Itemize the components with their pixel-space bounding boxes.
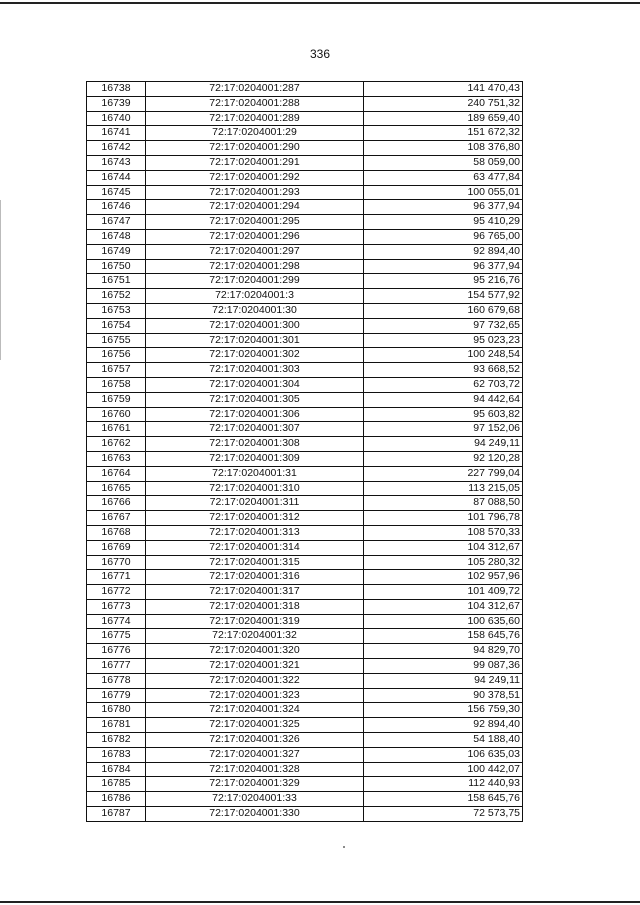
cadastral-value-cell: 87 088,50 xyxy=(364,496,523,511)
cadastral-number-cell: 72:17:0204001:306 xyxy=(146,407,364,422)
cadastral-number-cell: 72:17:0204001:295 xyxy=(146,215,364,230)
cadastral-number-cell: 72:17:0204001:325 xyxy=(146,718,364,733)
row-number-cell: 16763 xyxy=(87,451,146,466)
cadastral-number-cell: 72:17:0204001:312 xyxy=(146,511,364,526)
cadastral-value-cell: 94 442,64 xyxy=(364,392,523,407)
row-number-cell: 16759 xyxy=(87,392,146,407)
scan-edge-shadow xyxy=(0,200,1,360)
table-row xyxy=(87,540,523,555)
cadastral-number-cell: 72:17:0204001:293 xyxy=(146,185,364,200)
cadastral-value-cell: 97 732,65 xyxy=(364,318,523,333)
cadastral-number-cell: 72:17:0204001:296 xyxy=(146,229,364,244)
cadastral-value-cell: 94 249,11 xyxy=(364,673,523,688)
row-number-cell: 16785 xyxy=(87,777,146,792)
table-row xyxy=(87,229,523,244)
cadastral-number-cell: 72:17:0204001:310 xyxy=(146,481,364,496)
row-number-cell: 16782 xyxy=(87,733,146,748)
cadastral-value-cell: 104 312,67 xyxy=(364,599,523,614)
table-row xyxy=(87,614,523,629)
table-row xyxy=(87,377,523,392)
cadastral-number-cell: 72:17:0204001:318 xyxy=(146,599,364,614)
table-row xyxy=(87,599,523,614)
row-number-cell: 16746 xyxy=(87,200,146,215)
row-number-cell: 16738 xyxy=(87,82,146,97)
table-row xyxy=(87,318,523,333)
table-row xyxy=(87,511,523,526)
table-row xyxy=(87,733,523,748)
row-number-cell: 16757 xyxy=(87,363,146,378)
cadastral-number-cell: 72:17:0204001:326 xyxy=(146,733,364,748)
cadastral-value-cell: 158 645,76 xyxy=(364,792,523,807)
cadastral-number-cell: 72:17:0204001:294 xyxy=(146,200,364,215)
table-row xyxy=(87,363,523,378)
cadastral-value-cell: 94 249,11 xyxy=(364,437,523,452)
row-number-cell: 16774 xyxy=(87,614,146,629)
cadastral-value-cell: 94 829,70 xyxy=(364,644,523,659)
row-number-cell: 16787 xyxy=(87,807,146,822)
cadastral-value-cell: 97 152,06 xyxy=(364,422,523,437)
cadastral-number-cell: 72:17:0204001:288 xyxy=(146,96,364,111)
row-number-cell: 16781 xyxy=(87,718,146,733)
cadastral-value-cell: 95 216,76 xyxy=(364,274,523,289)
row-number-cell: 16784 xyxy=(87,762,146,777)
cadastral-number-cell: 72:17:0204001:324 xyxy=(146,703,364,718)
row-number-cell: 16740 xyxy=(87,111,146,126)
table-row xyxy=(87,466,523,481)
cadastral-number-cell: 72:17:0204001:314 xyxy=(146,540,364,555)
table-row xyxy=(87,348,523,363)
cadastral-number-cell: 72:17:0204001:307 xyxy=(146,422,364,437)
row-number-cell: 16772 xyxy=(87,585,146,600)
cadastral-value-cell: 63 477,84 xyxy=(364,170,523,185)
cadastral-number-cell: 72:17:0204001:327 xyxy=(146,747,364,762)
row-number-cell: 16745 xyxy=(87,185,146,200)
row-number-cell: 16775 xyxy=(87,629,146,644)
cadastral-value-cell: 112 440,93 xyxy=(364,777,523,792)
table-row xyxy=(87,762,523,777)
cadastral-number-cell: 72:17:0204001:315 xyxy=(146,555,364,570)
row-number-cell: 16783 xyxy=(87,747,146,762)
row-number-cell: 16742 xyxy=(87,141,146,156)
table-row xyxy=(87,703,523,718)
row-number-cell: 16741 xyxy=(87,126,146,141)
cadastral-number-cell: 72:17:0204001:33 xyxy=(146,792,364,807)
row-number-cell: 16780 xyxy=(87,703,146,718)
table-row xyxy=(87,644,523,659)
row-number-cell: 16749 xyxy=(87,244,146,259)
table-row xyxy=(87,437,523,452)
table-row xyxy=(87,215,523,230)
cadastral-value-cell: 227 799,04 xyxy=(364,466,523,481)
cadastral-number-cell: 72:17:0204001:298 xyxy=(146,259,364,274)
cadastral-value-cell: 151 672,32 xyxy=(364,126,523,141)
cadastral-value-cell: 100 248,54 xyxy=(364,348,523,363)
row-number-cell: 16765 xyxy=(87,481,146,496)
cadastral-value-cell: 62 703,72 xyxy=(364,377,523,392)
cadastral-number-cell: 72:17:0204001:321 xyxy=(146,659,364,674)
table-row xyxy=(87,82,523,97)
cadastral-value-cell: 105 280,32 xyxy=(364,555,523,570)
cadastral-value-cell: 100 442,07 xyxy=(364,762,523,777)
cadastral-number-cell: 72:17:0204001:323 xyxy=(146,688,364,703)
table-row xyxy=(87,111,523,126)
cadastral-number-cell: 72:17:0204001:328 xyxy=(146,762,364,777)
cadastral-number-cell: 72:17:0204001:309 xyxy=(146,451,364,466)
cadastral-number-cell: 72:17:0204001:32 xyxy=(146,629,364,644)
table-row xyxy=(87,259,523,274)
table-row xyxy=(87,570,523,585)
row-number-cell: 16762 xyxy=(87,437,146,452)
table-row xyxy=(87,777,523,792)
table-row xyxy=(87,333,523,348)
cadastral-value-cell: 99 087,36 xyxy=(364,659,523,674)
row-number-cell: 16778 xyxy=(87,673,146,688)
top-border-rule xyxy=(0,2,640,4)
table-row xyxy=(87,392,523,407)
cadastral-number-cell: 72:17:0204001:300 xyxy=(146,318,364,333)
row-number-cell: 16750 xyxy=(87,259,146,274)
cadastral-value-cell: 92 120,28 xyxy=(364,451,523,466)
row-number-cell: 16768 xyxy=(87,525,146,540)
row-number-cell: 16747 xyxy=(87,215,146,230)
row-number-cell: 16756 xyxy=(87,348,146,363)
cadastral-number-cell: 72:17:0204001:304 xyxy=(146,377,364,392)
table-row xyxy=(87,422,523,437)
cadastral-number-cell: 72:17:0204001:297 xyxy=(146,244,364,259)
row-number-cell: 16770 xyxy=(87,555,146,570)
table-row xyxy=(87,407,523,422)
cadastral-number-cell: 72:17:0204001:29 xyxy=(146,126,364,141)
table-row xyxy=(87,659,523,674)
cadastral-value-cell: 108 570,33 xyxy=(364,525,523,540)
cadastral-number-cell: 72:17:0204001:3 xyxy=(146,289,364,304)
table-row xyxy=(87,807,523,822)
cadastral-value-cell: 160 679,68 xyxy=(364,303,523,318)
cadastral-value-cell: 72 573,75 xyxy=(364,807,523,822)
row-number-cell: 16754 xyxy=(87,318,146,333)
table-row xyxy=(87,141,523,156)
row-number-cell: 16773 xyxy=(87,599,146,614)
cadastral-value-cell: 96 377,94 xyxy=(364,259,523,274)
cadastral-number-cell: 72:17:0204001:30 xyxy=(146,303,364,318)
row-number-cell: 16769 xyxy=(87,540,146,555)
row-number-cell: 16752 xyxy=(87,289,146,304)
table-row xyxy=(87,274,523,289)
table-row xyxy=(87,525,523,540)
table-row xyxy=(87,792,523,807)
cadastral-value-cell: 189 659,40 xyxy=(364,111,523,126)
cadastral-value-cell: 96 377,94 xyxy=(364,200,523,215)
table-row xyxy=(87,555,523,570)
row-number-cell: 16751 xyxy=(87,274,146,289)
table-row xyxy=(87,303,523,318)
cadastral-value-cell: 95 410,29 xyxy=(364,215,523,230)
table-row xyxy=(87,496,523,511)
cadastral-number-cell: 72:17:0204001:301 xyxy=(146,333,364,348)
cadastral-value-table xyxy=(86,81,523,822)
cadastral-value-cell: 240 751,32 xyxy=(364,96,523,111)
row-number-cell: 16755 xyxy=(87,333,146,348)
row-number-cell: 16764 xyxy=(87,466,146,481)
table-row xyxy=(87,481,523,496)
cadastral-number-cell: 72:17:0204001:31 xyxy=(146,466,364,481)
cadastral-value-cell: 102 957,96 xyxy=(364,570,523,585)
cadastral-number-cell: 72:17:0204001:292 xyxy=(146,170,364,185)
cadastral-number-cell: 72:17:0204001:305 xyxy=(146,392,364,407)
table-row xyxy=(87,126,523,141)
cadastral-value-cell: 54 188,40 xyxy=(364,733,523,748)
row-number-cell: 16744 xyxy=(87,170,146,185)
row-number-cell: 16761 xyxy=(87,422,146,437)
cadastral-value-cell: 93 668,52 xyxy=(364,363,523,378)
row-number-cell: 16767 xyxy=(87,511,146,526)
cadastral-number-cell: 72:17:0204001:322 xyxy=(146,673,364,688)
cadastral-value-cell: 100 635,60 xyxy=(364,614,523,629)
bottom-border-rule xyxy=(0,901,640,903)
cadastral-number-cell: 72:17:0204001:319 xyxy=(146,614,364,629)
cadastral-number-cell: 72:17:0204001:303 xyxy=(146,363,364,378)
cadastral-value-cell: 96 765,00 xyxy=(364,229,523,244)
row-number-cell: 16758 xyxy=(87,377,146,392)
cadastral-number-cell: 72:17:0204001:329 xyxy=(146,777,364,792)
cadastral-value-cell: 158 645,76 xyxy=(364,629,523,644)
table-row xyxy=(87,585,523,600)
row-number-cell: 16776 xyxy=(87,644,146,659)
row-number-cell: 16739 xyxy=(87,96,146,111)
cadastral-number-cell: 72:17:0204001:291 xyxy=(146,155,364,170)
page-number: 336 xyxy=(309,47,331,61)
table-row xyxy=(87,96,523,111)
cadastral-value-cell: 156 759,30 xyxy=(364,703,523,718)
table-row xyxy=(87,673,523,688)
cadastral-value-cell: 154 577,92 xyxy=(364,289,523,304)
table-row xyxy=(87,629,523,644)
cadastral-number-cell: 72:17:0204001:330 xyxy=(146,807,364,822)
cadastral-number-cell: 72:17:0204001:290 xyxy=(146,141,364,156)
cadastral-number-cell: 72:17:0204001:299 xyxy=(146,274,364,289)
table-row xyxy=(87,200,523,215)
row-number-cell: 16766 xyxy=(87,496,146,511)
table-row xyxy=(87,170,523,185)
cadastral-value-cell: 101 796,78 xyxy=(364,511,523,526)
cadastral-value-cell: 58 059,00 xyxy=(364,155,523,170)
table-row xyxy=(87,155,523,170)
cadastral-value-cell: 108 376,80 xyxy=(364,141,523,156)
table-row xyxy=(87,688,523,703)
table-row xyxy=(87,244,523,259)
row-number-cell: 16760 xyxy=(87,407,146,422)
cadastral-number-cell: 72:17:0204001:302 xyxy=(146,348,364,363)
cadastral-value-cell: 141 470,43 xyxy=(364,82,523,97)
row-number-cell: 16779 xyxy=(87,688,146,703)
cadastral-value-cell: 95 603,82 xyxy=(364,407,523,422)
table-row xyxy=(87,185,523,200)
cadastral-value-cell: 104 312,67 xyxy=(364,540,523,555)
row-number-cell: 16753 xyxy=(87,303,146,318)
table-row xyxy=(87,747,523,762)
cadastral-value-cell: 113 215,05 xyxy=(364,481,523,496)
table-row xyxy=(87,451,523,466)
cadastral-value-cell: 100 055,01 xyxy=(364,185,523,200)
row-number-cell: 16748 xyxy=(87,229,146,244)
cadastral-number-cell: 72:17:0204001:316 xyxy=(146,570,364,585)
cadastral-number-cell: 72:17:0204001:317 xyxy=(146,585,364,600)
cadastral-value-cell: 106 635,03 xyxy=(364,747,523,762)
cadastral-number-cell: 72:17:0204001:311 xyxy=(146,496,364,511)
cadastral-value-cell: 90 378,51 xyxy=(364,688,523,703)
cadastral-value-cell: 92 894,40 xyxy=(364,244,523,259)
cadastral-number-cell: 72:17:0204001:320 xyxy=(146,644,364,659)
row-number-cell: 16786 xyxy=(87,792,146,807)
table-row xyxy=(87,289,523,304)
row-number-cell: 16743 xyxy=(87,155,146,170)
cadastral-number-cell: 72:17:0204001:308 xyxy=(146,437,364,452)
row-number-cell: 16771 xyxy=(87,570,146,585)
cadastral-value-cell: 101 409,72 xyxy=(364,585,523,600)
cadastral-value-cell: 95 023,23 xyxy=(364,333,523,348)
table-row xyxy=(87,718,523,733)
cadastral-number-cell: 72:17:0204001:287 xyxy=(146,82,364,97)
cadastral-value-cell: 92 894,40 xyxy=(364,718,523,733)
scan-speck xyxy=(343,846,345,848)
cadastral-number-cell: 72:17:0204001:289 xyxy=(146,111,364,126)
cadastral-number-cell: 72:17:0204001:313 xyxy=(146,525,364,540)
row-number-cell: 16777 xyxy=(87,659,146,674)
table-body xyxy=(87,82,523,822)
